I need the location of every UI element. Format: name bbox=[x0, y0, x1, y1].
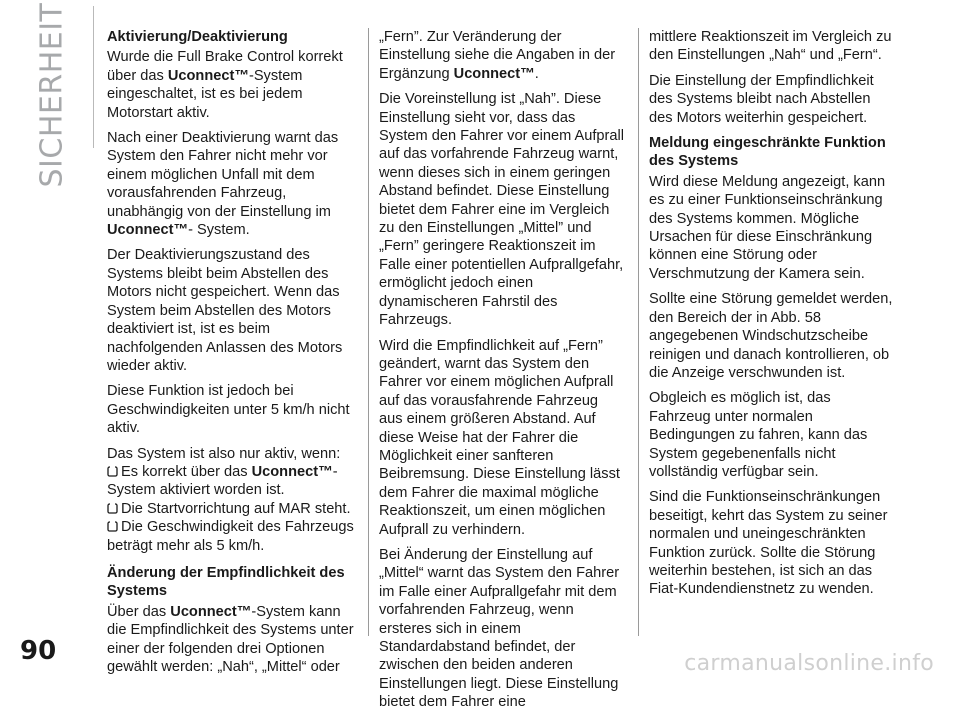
text: - System aktiviert worden ist. bbox=[107, 463, 338, 499]
paragraph: Bei Änderung der Einstellung auf „Mittel“ warnt das System den Fahrer im Falle einer Aufprallgefahr mit dem vorfahrenden Fahrzeug, wenn ersteres sich in einem Standardabstand befindet, der zwischen den beiden anderen Einstellungen liegt. Diese Einstellung bietet dem Fahrer eine bbox=[379, 546, 620, 711]
watermark: carmanualsonline.info bbox=[684, 651, 934, 676]
text: -System eingeschaltet, ist es bei jedem Motorstart aktiv. bbox=[107, 67, 303, 121]
paragraph: Sind die Funktionseinschränkungen beseitigt, kehrt das System zu seiner normalen und uneingeschränkten Funktion zurück. Sollte die Störung weiterhin bestehen, ist sich an das Fiat-Kundendienstnetz zu wenden. bbox=[649, 489, 888, 598]
paragraph: Das System ist also nur aktiv, wenn: bbox=[107, 445, 341, 462]
paragraph: Obgleich es möglich ist, das Fahrzeug unter normalen Bedingungen zu fahren, kann das System gegebenenfalls nicht vollständig verfügbar sein. bbox=[649, 390, 868, 480]
text: Es korrekt über das bbox=[121, 463, 252, 480]
page-number: 90 bbox=[20, 636, 57, 666]
paragraph: Der Deaktivierungszustand des Systems bleibt beim Abstellen des Motors nicht gespeichert. Wenn das System beim Abstellen des Motors deaktiviert ist, ist es beim nachfolgenden Anlassen des Motors wieder aktiv. bbox=[107, 247, 343, 374]
brand-name: Uconnect™ bbox=[167, 67, 249, 84]
paragraph: Die Voreinstellung ist „Nah”. Diese Einstellung sieht vor, dass das System den Fahrer vor einem Aufprall auf das vorfahrende Fahrzeug warnt, wenn dieses sich in einem geringen Abstand befindet. Diese Einstellung bietet dem Fahrer eine im Vergleich zu den Einstellungen „Mittel” und „Fern” geringere Reaktionszeit im Falle einer potentiellen Aufprallgefahr, ermöglicht jedoch einen dynamischeren Fahrstil des Fahrzeugs. bbox=[379, 91, 624, 329]
column-divider bbox=[368, 28, 369, 636]
column-2 bbox=[379, 28, 625, 719]
brand-name: Uconnect™ bbox=[453, 65, 535, 82]
brand-name: Uconnect™ bbox=[251, 463, 333, 480]
text: - System. bbox=[188, 222, 250, 239]
text: Nach einer Deaktivierung warnt das System den Fahrer nicht mehr vor einem möglichen Unfall mit dem vorausfahrenden Fahrzeug, unabhängig von der Einstellung im bbox=[107, 130, 339, 220]
section-label bbox=[28, 2, 72, 192]
column-divider bbox=[638, 28, 639, 636]
list-item bbox=[107, 463, 359, 500]
paragraph bbox=[107, 603, 359, 677]
bullet-icon bbox=[107, 466, 118, 477]
paragraph: Die Einstellung der Empfindlichkeit des Systems bleibt nach Abstellen des Motors weiterhin gespeichert. bbox=[649, 72, 874, 126]
bullet-icon bbox=[107, 503, 118, 514]
list-item bbox=[107, 518, 359, 555]
bullet-icon bbox=[107, 521, 118, 532]
heading-activation: Aktivierung/Deaktivierung bbox=[107, 29, 288, 45]
text: -System kann die Empfindlichkeit des Systems unter einer der folgenden drei Optionen gewählt werden: „Nah“, „Mittel“ oder bbox=[107, 603, 354, 675]
text: Die Geschwindigkeit des Fahrzeugs beträgt mehr als 5 km/h. bbox=[107, 519, 354, 554]
list-item bbox=[107, 500, 359, 518]
condition-list bbox=[107, 463, 359, 555]
text: . bbox=[534, 65, 539, 82]
paragraph: Wird die Empfindlichkeit auf „Fern” geändert, warnt das System den Fahrer vor einem möglichen Aufprall auf das vorausfahrende Fahrzeug aus einem größeren Abstand. Auf diese Weise hat der Fahrer die Möglichkeit einer sanfteren Beibremsung. Diese Einstellung lässt dem Fahrer die maximal mögliche Reaktionszeit, um einen möglichen Aufprall zu verhindern. bbox=[379, 337, 620, 538]
text: Wurde die Full Brake Control korrekt über das bbox=[107, 49, 343, 84]
column-1 bbox=[107, 28, 359, 683]
text: „Fern”. Zur Veränderung der Einstellung siehe die Angaben in der Ergänzung bbox=[379, 29, 616, 82]
paragraph: Diese Funktion ist jedoch bei Geschwindigkeiten unter 5 km/h nicht aktiv. bbox=[107, 383, 350, 437]
paragraph: Wird diese Meldung angezeigt, kann es zu einer Funktionseinschränkung des Systems kommen. Mögliche Ursachen für diese Einschränkung können eine Störung oder Verschmutzung der Kamera sein. bbox=[649, 173, 886, 282]
section-rule bbox=[93, 6, 94, 148]
text: Die Startvorrichtung auf MAR steht. bbox=[121, 500, 351, 517]
heading-sensitivity: Änderung der Empfindlichkeit des Systems bbox=[107, 564, 345, 600]
paragraph: Sollte eine Störung gemeldet werden, den Bereich der in Abb. 58 angegebenen Windschutzscheibe reinigen und danach kontrollieren, ob die Anzeige verschwunden ist. bbox=[649, 291, 893, 381]
text: Über das bbox=[107, 603, 171, 620]
paragraph bbox=[379, 28, 625, 83]
paragraph: mittlere Reaktionszeit im Vergleich zu den Einstellungen „Nah“ und „Fern“. bbox=[649, 29, 892, 64]
section-label-text: SICHERHEIT bbox=[34, 2, 70, 188]
brand-name: Uconnect™ bbox=[107, 222, 189, 239]
paragraph bbox=[107, 48, 359, 122]
heading-limited-function: Meldung eingeschränkte Funktion des Systems bbox=[649, 135, 886, 170]
brand-name: Uconnect™ bbox=[170, 603, 252, 620]
column-3 bbox=[649, 28, 895, 606]
paragraph bbox=[107, 129, 359, 239]
